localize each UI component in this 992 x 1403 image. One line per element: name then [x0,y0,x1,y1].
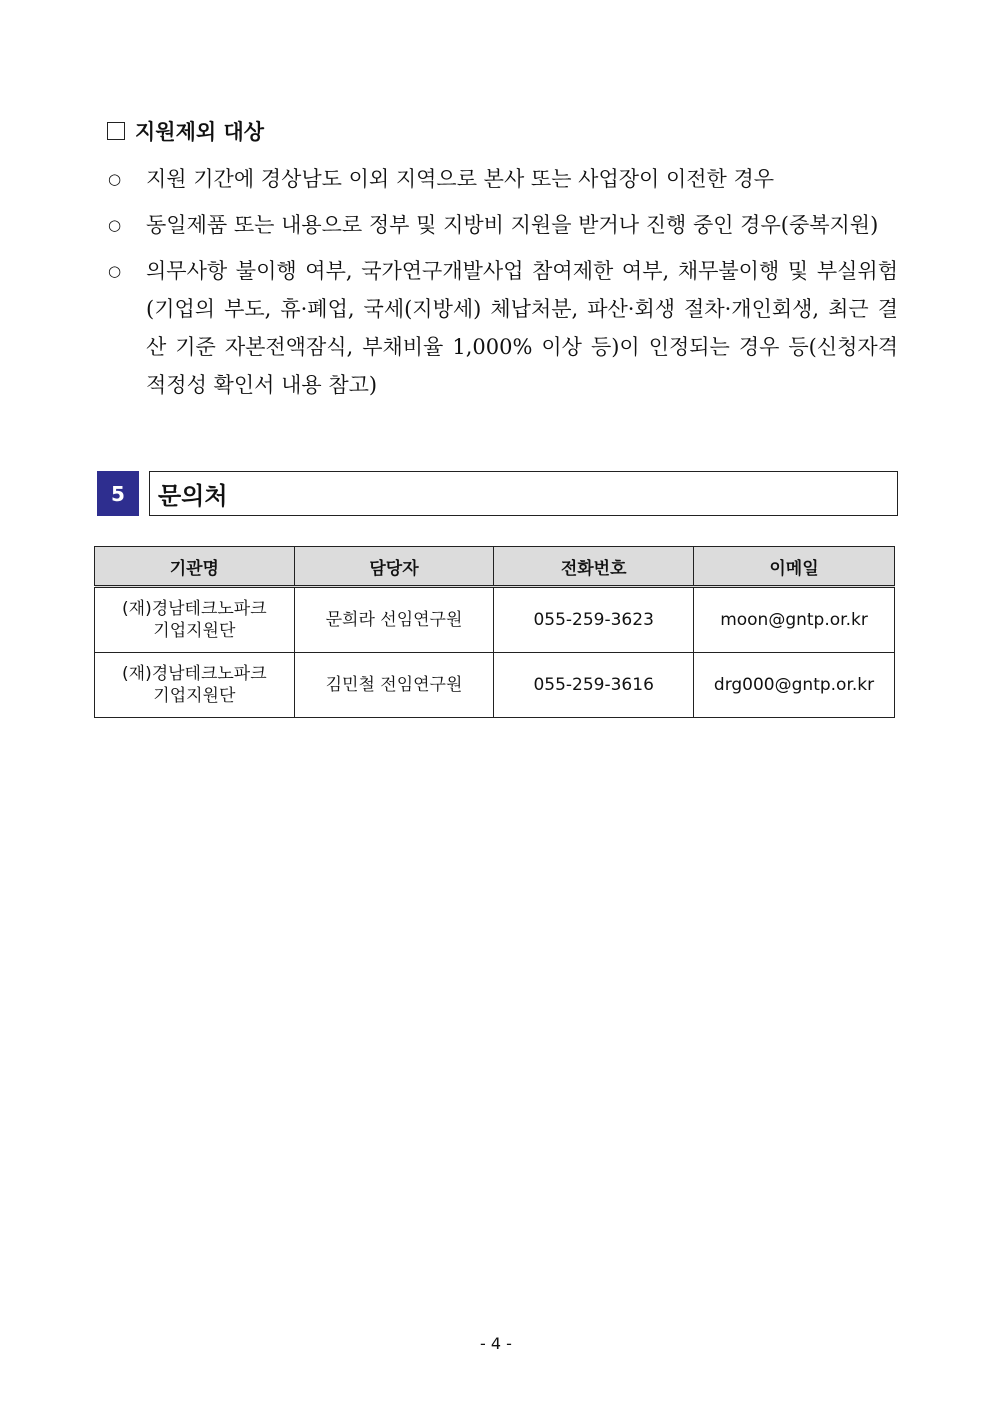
email-cell: moon@gntp.or.kr [694,587,895,653]
org-name: (재)경남테크노파크 [122,599,267,619]
column-header-org: 기관명 [95,547,295,587]
org-department: 기업지원단 [153,686,236,706]
checkbox-square-icon [107,122,125,140]
page-number: - 4 - [480,1334,512,1353]
exclusion-item-text: 동일제품 또는 내용으로 정부 및 지방비 지원을 받거나 진행 중인 경우(중복지원) [146,213,879,237]
email-cell: drg000@gntp.or.kr [694,653,895,718]
exclusion-heading [107,116,264,146]
circle-bullet-icon: ○ [108,262,122,280]
exclusion-item-text: 지원 기간에 경상남도 이외 지역으로 본사 또는 사업장이 이전한 경우 [146,167,775,191]
phone-cell: 055-259-3623 [494,587,694,653]
section-header [97,471,898,516]
table-header-row [95,547,895,587]
column-header-email: 이메일 [694,547,895,587]
table-row [95,653,895,718]
person-cell: 김민철 전임연구원 [294,653,494,718]
person-cell: 문희라 선임연구원 [294,587,494,653]
org-department: 기업지원단 [153,621,236,641]
org-cell [95,653,295,718]
exclusion-item [108,252,905,404]
org-name: (재)경남테크노파크 [122,664,267,684]
exclusion-item [108,160,898,198]
circle-bullet-icon: ○ [108,170,122,188]
column-header-phone: 전화번호 [494,547,694,587]
org-cell [95,587,295,653]
section-number: 5 [97,471,139,516]
exclusion-item-text: 의무사항 불이행 여부, 국가연구개발사업 참여제한 여부, 채무불이행 및 부실위험(기업의 부도, 휴·폐업, 국세(지방세) 체납처분, 파산·회생 절차·개인회생, 최근 결산 기준 자본전액잠식, 부채비율 1,000% 이상 등)이 인정되는 경우 등(신청자격 적정성 확인서 내용 참고) [146,259,905,397]
section-title: 문의처 [149,471,898,516]
exclusion-heading-text: 지원제외 대상 [135,119,265,144]
exclusion-item [108,206,898,244]
contacts-table [94,546,895,718]
column-header-person: 담당자 [294,547,494,587]
phone-cell: 055-259-3616 [494,653,694,718]
circle-bullet-icon: ○ [108,216,122,234]
table-row [95,587,895,653]
